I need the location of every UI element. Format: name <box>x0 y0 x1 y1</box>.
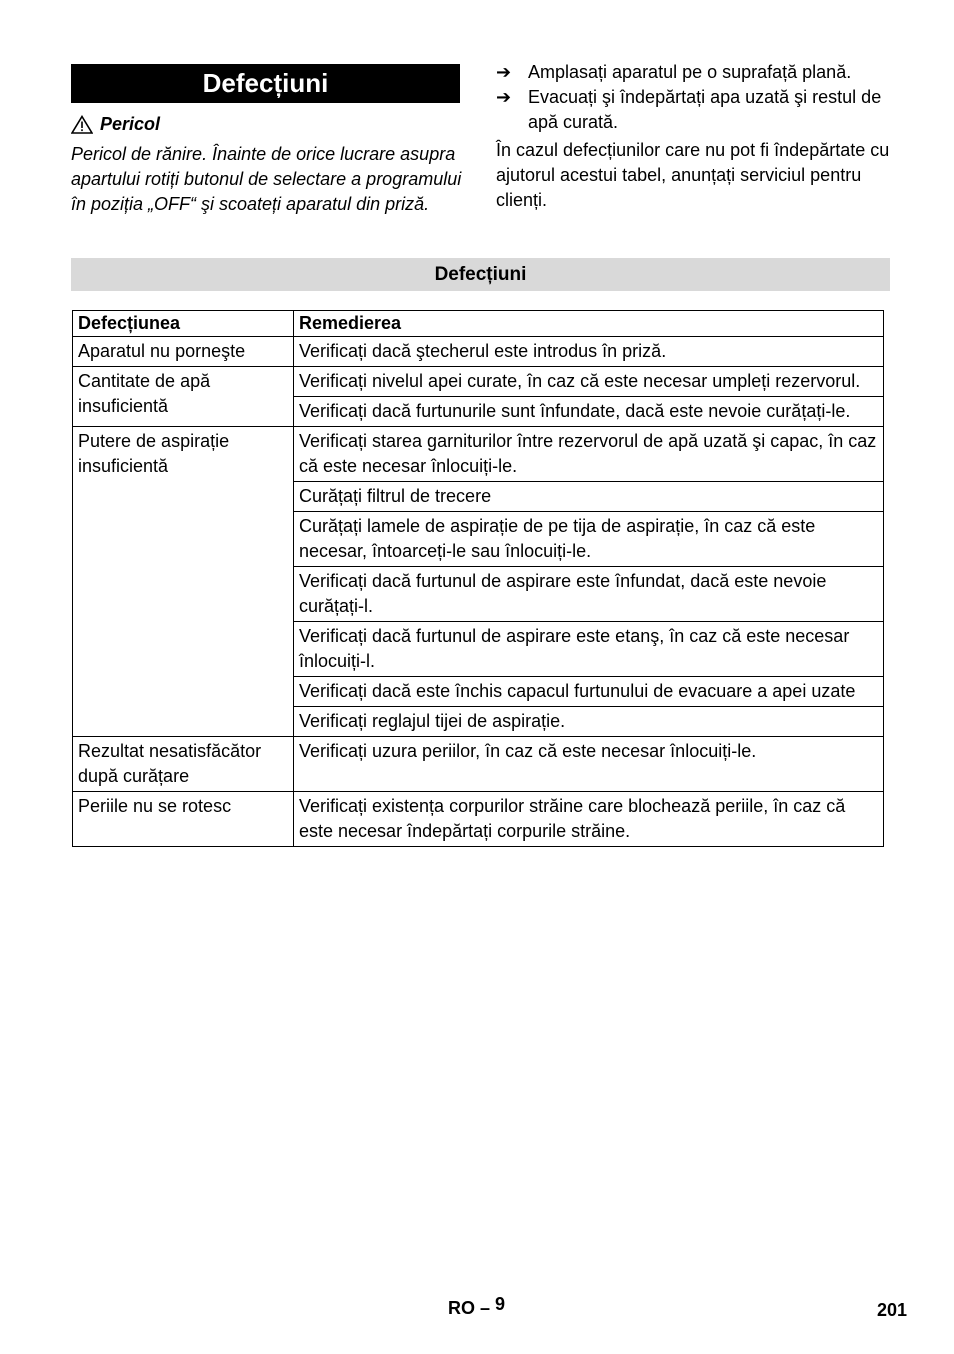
footer-dash: – <box>480 1298 491 1318</box>
table-header-row <box>73 311 884 337</box>
table-row <box>73 792 884 847</box>
warning-triangle-icon <box>71 115 93 134</box>
remedy-cell: Curățați filtrul de trecere <box>294 482 884 512</box>
remedy-cell: Verificați existența corpurilor străine care blochează periile, în caz că este necesar îndepărtați corpurile străine. <box>294 792 884 847</box>
remedy-cell: Verificați starea garniturilor între rezervorul de apă uzată şi capac, în caz că este necesar înlocuiți-le. <box>294 427 884 482</box>
fault-cell: Cantitate de apă insuficientă <box>73 367 294 427</box>
header-remedy: Remedierea <box>294 311 884 337</box>
fault-cell: Putere de aspirație insuficientă <box>73 427 294 737</box>
page-number: 201 <box>877 1300 908 1320</box>
table-row <box>73 367 884 397</box>
step-text: Amplasați aparatul pe o suprafață plană. <box>528 62 852 82</box>
remedy-cell: Verificați reglajul tijei de aspirație. <box>294 707 884 737</box>
fault-cell: Periile nu se rotesc <box>73 792 294 847</box>
footer-section-code: RO <box>448 1298 475 1318</box>
remedy-cell: Verificați dacă furtunul de aspirare este etanş, în caz că este necesar înlocuiți-l. <box>294 622 884 677</box>
section-title: Defecțiuni <box>71 64 460 103</box>
table-row <box>73 737 884 792</box>
remedy-cell: Verificați dacă furtunurile sunt înfundate, dacă este nevoie curățați-le. <box>294 397 884 427</box>
arrow-right-icon: ➔ <box>496 87 512 107</box>
warning-text: Pericol de rănire. Înainte de orice lucrare asupra apartului rotiți butonul de selectare a programului în poziția „OFF“ şi scoateți aparatul din priză. <box>71 144 462 214</box>
step-item <box>496 60 896 85</box>
remedy-cell: Verificați dacă ştecherul este introdus în priză. <box>294 337 884 367</box>
remedy-cell: Verificați dacă furtunul de aspirare este înfundat, dacă este nevoie curățați-l. <box>294 567 884 622</box>
warning-label: Pericol <box>100 114 161 134</box>
arrow-right-icon: ➔ <box>496 62 512 82</box>
table-title: Defecțiuni <box>71 258 890 291</box>
warning-heading <box>71 114 160 135</box>
remedy-cell: Verificați dacă este închis capacul furtunului de evacuare a apei uzate <box>294 677 884 707</box>
remedy-cell: Curățați lamele de aspirație de pe tija de aspirație, în caz că este necesar, întoarceți-le sau înlocuiți-le. <box>294 512 884 567</box>
remedy-cell: Verificați nivelul apei curate, în caz că este necesar umpleți rezervorul. <box>294 367 884 397</box>
remedy-cell: Verificați uzura periilor, în caz că este necesar înlocuiți-le. <box>294 737 884 792</box>
fault-cell: Aparatul nu porneşte <box>73 337 294 367</box>
steps-list <box>496 60 896 135</box>
table-row <box>73 337 884 367</box>
table-row <box>73 427 884 482</box>
step-item <box>496 85 896 135</box>
step-text: Evacuați şi îndepărtați apa uzată şi restul de apă curată. <box>528 87 882 132</box>
fault-cell: Rezultat nesatisfăcător după curățare <box>73 737 294 792</box>
footer-section <box>448 1294 506 1319</box>
footer-section-page: 9 <box>495 1294 506 1314</box>
troubleshooting-table <box>72 310 884 847</box>
service-note: În cazul defecțiunilor care nu pot fi îndepărtate cu ajutorul acestui tabel, anunțați serviciul pentru clienți. <box>496 140 890 210</box>
header-fault: Defecțiunea <box>73 311 294 337</box>
